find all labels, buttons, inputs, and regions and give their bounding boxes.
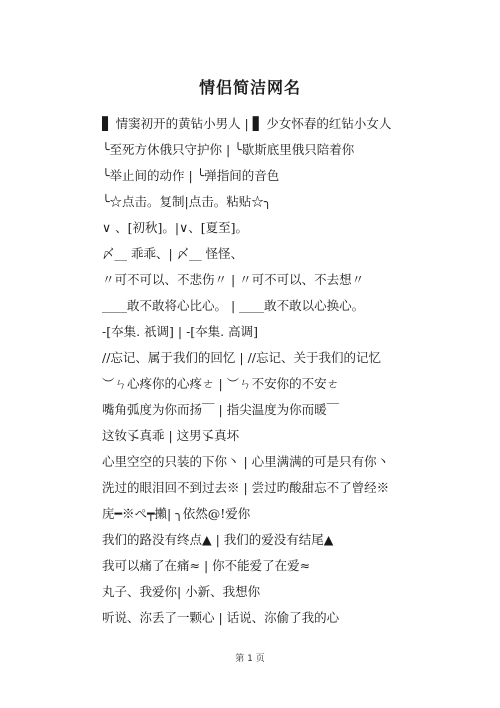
nickname-pair-line: ╰至死方休俄只守护你 | ╰歇斯底里俄只陪着你 <box>102 142 355 157</box>
nickname-pair-line: 丸子、我爱你| 小新、我想你 <box>102 584 261 599</box>
nickname-pair-line: ╰☆点击。复制|点击。粘贴☆╮ <box>102 194 272 209</box>
nickname-pair-line: 〃可不可以、不悲伤〃 | 〃可不可以、不去想〃 <box>102 272 365 287</box>
page-number: 第 1 页 <box>235 654 265 664</box>
nickname-pair-line: 庑━※ぺ┯攋| ╮依然@!爱你 <box>102 506 251 521</box>
nickname-pair-line: 心里空空的只装的下你丶 | 心里满满的可是只有你丶 <box>102 454 390 469</box>
nickname-pair-line: 我们的路没有终点▲ | 我们的爱没有结尾▲ <box>102 532 334 547</box>
nickname-pair-line: 这钕孓真乖 | 这男孓真坏 <box>102 428 240 443</box>
nickname-list <box>102 115 442 635</box>
document-title: 情侣简洁网名 <box>198 78 301 97</box>
nickname-pair-line: 听说、沵丢了一颗心 | 话说、沵偷了我的心 <box>102 610 340 625</box>
nickname-pair-line: ▋ 情窦初开的黄钻小男人 | ▋ 少女怀春的红钻小女人 <box>102 116 392 131</box>
nickname-pair-line: ╰举止间的动作 | ╰弹指间的音色 <box>102 168 280 183</box>
nickname-pair-line: //忘记、属于我们的回忆 | //忘记、关于我们的记忆 <box>102 350 382 365</box>
nickname-pair-line: 〆__ 乖乖、| 〆__ 怪怪、 <box>102 246 244 261</box>
nickname-pair-line: ∨ 、[初秋]。|∨、[夏至]。 <box>102 220 248 235</box>
nickname-pair-line: ____敢不敢将心比心。 | ____敢不敢以心换心。 <box>102 298 365 313</box>
nickname-pair-line: ︶ㄣ心疼你的心疼ㄜ | ︶ㄣ不安你的不安ㄜ <box>102 376 340 391</box>
nickname-pair-line: -[夲集. 祇调] | -[夲集. 高调] <box>102 324 259 339</box>
nickname-pair-line: 嘴角弧度为你而扬￣ | 指尖温度为你而暖￣ <box>102 402 340 417</box>
nickname-pair-line: 我可以痛了在痛≈ | 你不能爱了在爱≈ <box>102 558 311 573</box>
nickname-pair-line: 洗过的眼泪回不到过去※ | 尝过旳酸甜忘不了曾经※ <box>102 480 390 495</box>
